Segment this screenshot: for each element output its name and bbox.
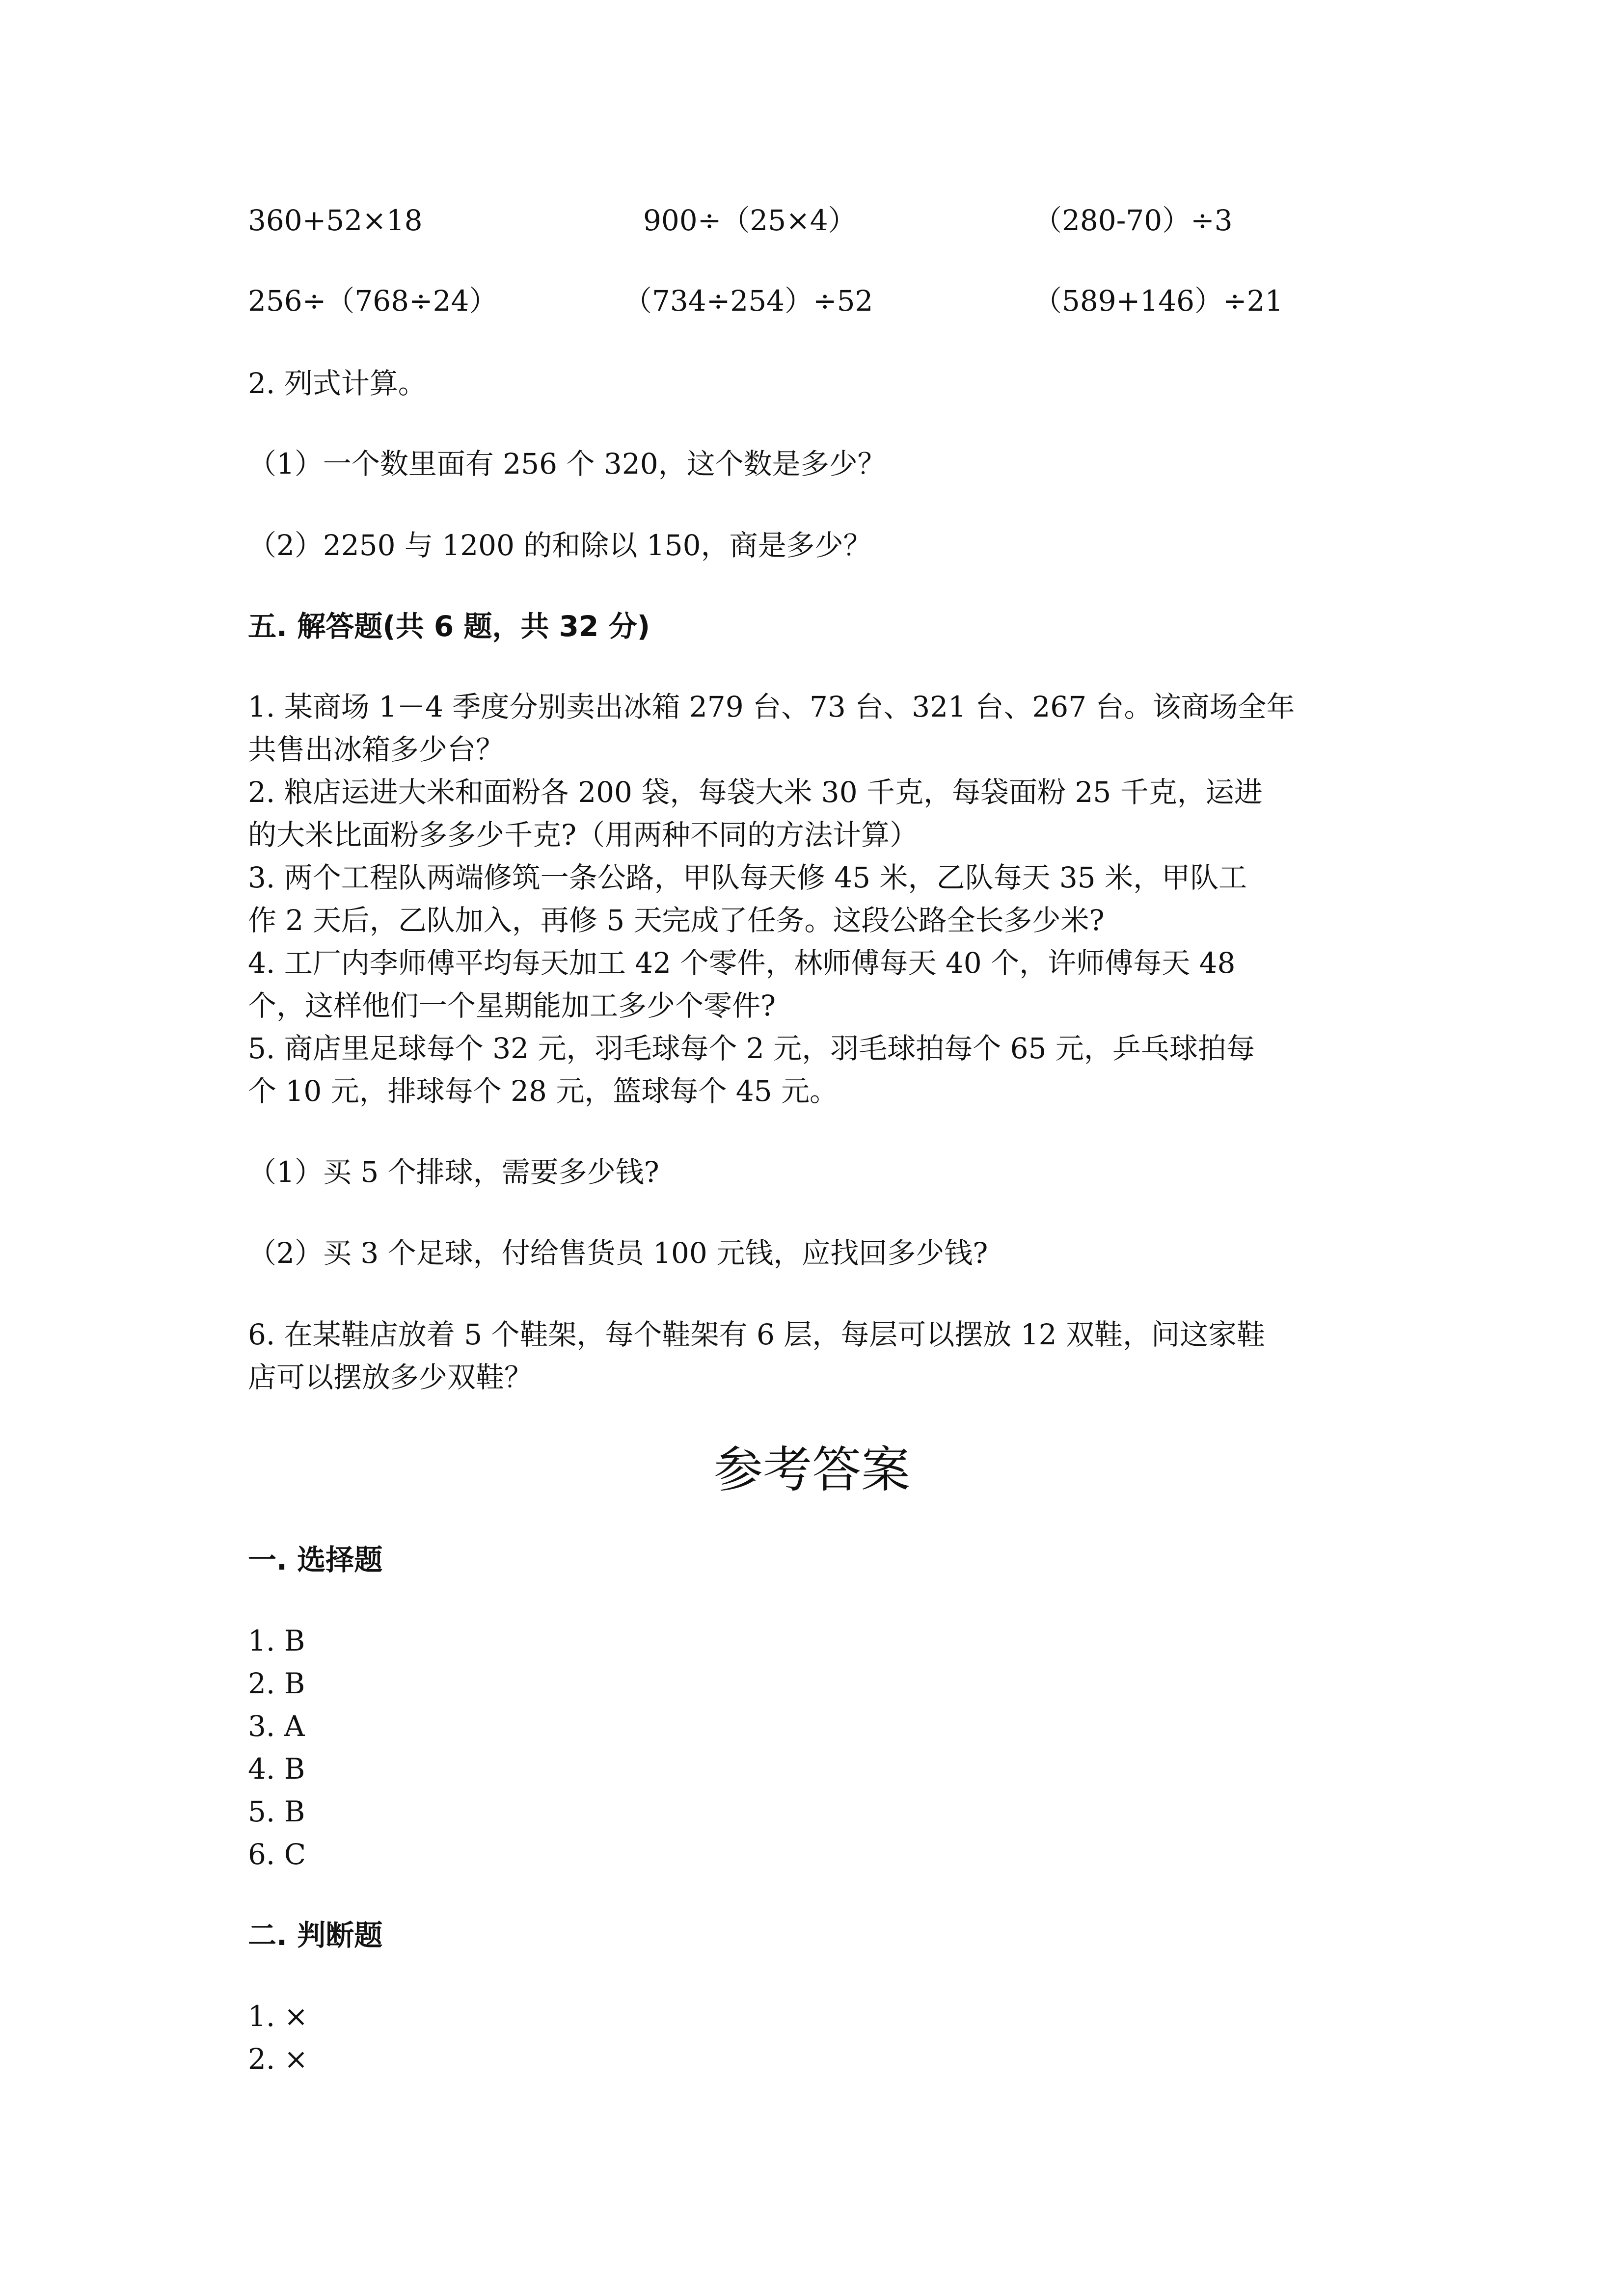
problem-text: 个 10 元，排球每个 28 元，篮球每个 45 元。	[248, 1074, 839, 1108]
section-heading: 二. 判断题	[248, 1919, 383, 1952]
answers-title: 参考答案	[714, 1441, 910, 1498]
calc-expression: （734÷254）÷52	[623, 284, 873, 318]
sub-question: （2）买 3 个足球，付给售货员 100 元钱，应找回多少钱?	[248, 1236, 988, 1270]
calc-expression: 360+52×18	[248, 204, 423, 237]
sub-question: （1）买 5 个排球，需要多少钱?	[248, 1155, 659, 1189]
answer-item: 5. B	[248, 1795, 305, 1828]
problem-text: 5. 商店里足球每个 32 元，羽毛球每个 2 元，羽毛球拍每个 65 元，乒乓球拍每	[248, 1032, 1255, 1065]
answer-item: 6. C	[248, 1838, 306, 1871]
problem-text: 个，这样他们一个星期能加工多少个零件?	[248, 989, 776, 1022]
calc-expression: 256÷（768÷24）	[248, 284, 498, 318]
question: （2）2250 与 1200 的和除以 150，商是多少？	[248, 529, 872, 562]
answer-item: 4. B	[248, 1752, 305, 1786]
answer-item: 3. A	[248, 1709, 305, 1743]
problem-text: 共售出冰箱多少台？	[248, 733, 505, 766]
section-heading: 五. 解答题(共 6 题，共 32 分)	[248, 610, 650, 643]
problem-text: 4. 工厂内李师傅平均每天加工 42 个零件，林师傅每天 40 个，许师傅每天 48	[248, 946, 1236, 980]
problem-text: 6. 在某鞋店放着 5 个鞋架，每个鞋架有 6 层，每层可以摆放 12 双鞋，问这家鞋	[248, 1318, 1266, 1351]
section-heading: 一. 选择题	[248, 1543, 383, 1576]
problem-text: 2. 粮店运进大米和面粉各 200 袋，每袋大米 30 千克，每袋面粉 25 千克，运进	[248, 775, 1263, 809]
answer-item: 1. ×	[248, 2000, 308, 2033]
question: （1）一个数里面有 256 个 320，这个数是多少？	[248, 447, 886, 481]
problem-text: 店可以摆放多少双鞋？	[248, 1361, 533, 1394]
answer-item: 2. B	[248, 1667, 305, 1700]
calc-expression: 900÷（25×4）	[643, 204, 857, 237]
calc-expression: （589+146）÷21	[1033, 284, 1283, 318]
calc-expression: （280-70）÷3	[1033, 204, 1233, 237]
section-heading: 2. 列式计算。	[248, 367, 427, 400]
answer-item: 2. ×	[248, 2042, 308, 2076]
problem-text: 3. 两个工程队两端修筑一条公路，甲队每天修 45 米，乙队每天 35 米，甲队工	[248, 861, 1247, 894]
problem-text: 的大米比面粉多多少千克?（用两种不同的方法计算）	[248, 818, 919, 852]
problem-text: 作 2 天后，乙队加入，再修 5 天完成了任务。这段公路全长多少米?	[248, 904, 1105, 937]
problem-text: 1. 某商场 1－4 季度分别卖出冰箱 279 台、73 台、321 台、267 台。该商场全年	[248, 690, 1295, 723]
answer-item: 1. B	[248, 1624, 305, 1657]
